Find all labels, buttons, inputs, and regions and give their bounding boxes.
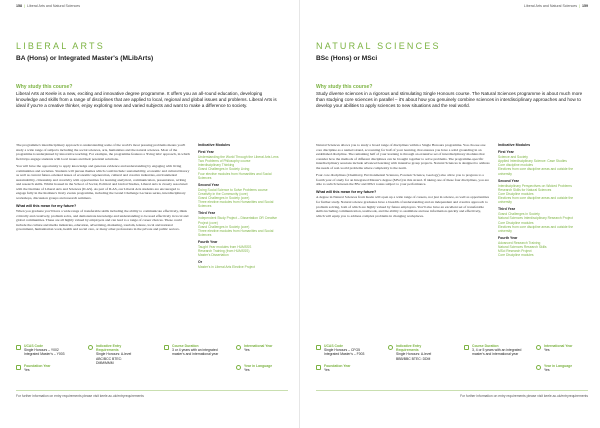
indicative-modules: [198, 143, 280, 269]
fact-value: Yes: [324, 368, 330, 373]
fact-item: [544, 364, 594, 372]
module-item: Advanced Research Training: [498, 240, 541, 245]
fact-value: Yes: [544, 368, 550, 373]
module-list: [198, 155, 280, 180]
indicative-modules: [498, 143, 580, 257]
module-item: Research Training (from HUMSSS): [198, 249, 250, 254]
fact-value: Single Honours – CFG5 Integrated Master's – F003: [324, 348, 365, 357]
section-name: Liberal Arts and Natural Sciences: [523, 4, 578, 8]
module-item: Research Skills for Natural Sciences: [498, 187, 552, 192]
module-item: Grand Challenges in Society: [498, 212, 540, 217]
future-paragraph: When you graduate you'll have a wide range of transferable skills including the ability to communicate effectively, think critically and creatively, problem solve, and demonstrate knowledge and understanding to be used effectively in local and global communities. These are all highly valued by employers and can lead to a range of career choices. These could include the culture and media industries, education, advertising, marketing, tourism, leisure, local and national government, humanitarian work, health and social care, or many other professions in the private and public sectors.: [16, 209, 189, 232]
module-item: Taught Year modules from HUMSSS: [198, 244, 252, 249]
foundation-icon: [316, 365, 321, 370]
future-paragraph: A degree in Natural Sciences from Keele will open up a wide range of careers, not just in science, as well as opportunities for further study. Natural science graduates have a breadth of understanding and an independent and creative approach to problem solving, both of which are highly valued by future employers. You'll also have an excellent set of transferable skills including communication, teamwork, and the ability to assimilate and use information quickly and effectively, which will equip you to address complex problems in changing workplaces.: [316, 195, 489, 218]
module-item: Three elective modules from Humanities and Social Sciences: [198, 228, 274, 237]
body-paragraph: The programme's interdisciplinary approach to understanding some of the world's most pressing problems means you'll study a wide range of subjects including the social sciences, arts, humanities and the natural sciences. Most of the programme is underpinned by innovative teaching. For example, the programme features a 'living labs' approach, in which field trips engage students with local issues and their potential solutions.: [16, 143, 190, 161]
future-heading: What will this mean for my future?: [16, 203, 77, 208]
module-year-heading: Third Year: [198, 211, 216, 216]
fact-label: UCAS Code: [324, 344, 344, 348]
module-year-heading: Third Year: [498, 207, 516, 212]
footer-rule: [316, 390, 588, 391]
module-year-heading: Second Year: [498, 178, 519, 183]
module-year-heading: Fourth Year: [498, 235, 518, 240]
module-list: [498, 241, 580, 257]
course-facts: [16, 344, 288, 380]
fact-item: [324, 344, 368, 357]
body-paragraph: Four core disciplines (Chemistry, Environmental Sciences, Forensic Science, Geology) also allow you to progress to a fourth year of study for an Integrated Master's degree (MSci) in this strand. If taking one of these four disciplines, you are able to switch between the BSc and MSci routes subject to your performance.: [316, 173, 489, 187]
module-list: [198, 216, 280, 236]
fact-value: 3, 4 or 5 years with an integrated master's and international year: [472, 348, 522, 357]
module-item: Understanding the World Through the Liberal Arts Lens: [198, 155, 279, 160]
module-item: Core discipline modules: [498, 163, 534, 168]
module-item: Grand Challenges in Society Living: [198, 167, 250, 172]
module-item: Electives from core discipline areas and outside the university: [498, 196, 574, 205]
ucas-icon: [316, 345, 321, 350]
future-heading: What will this mean for my future?: [316, 189, 377, 194]
course-title: LIBERAL ARTS: [16, 41, 105, 51]
footer-rule: [16, 390, 288, 391]
module-item: Independent Study Project – Dissertation OR Creative Project (core): [198, 216, 277, 225]
section-name: Liberal Arts and Natural Sciences: [26, 4, 81, 8]
international-icon: [536, 345, 541, 350]
fact-value: Yes: [244, 348, 250, 353]
language-icon: [236, 365, 241, 370]
module-item: Core Discipline modules: [498, 253, 534, 258]
running-header: [524, 4, 588, 8]
module-item: Four elective modules from Humanities and Social Sciences: [198, 171, 272, 180]
module-item: Electives from core discipline areas and outside the university: [498, 167, 574, 176]
why-study-text: Study diverse sciences in a rigorous and stimulating Single Honours course. The Natural Sciences programme is about much more than studying core sciences in parallel – it's about how you genuinely combine sciences in interdisciplinary approaches and how to develop your abilities to apply sciences to new situations and the real world.: [316, 91, 583, 109]
fact-label: Year in Language: [544, 364, 573, 368]
fact-item: [24, 364, 68, 372]
fact-label: Course Duration: [172, 344, 199, 348]
module-item: Natural Sciences Interdisciplinary Research Project: [498, 216, 573, 221]
fact-label: Year in Language: [244, 364, 273, 368]
module-item: Master's Dissertation: [198, 253, 229, 258]
fact-value: Yes: [244, 368, 250, 373]
why-study-text: Liberal Arts at Keele is a new, exciting and innovative degree programme. It offers you an all-round education, developing knowledge and skills from a range of disciplines that are applied to local, regional and global issues and problems. Liberal Arts is ideal if you're a creative thinker, enjoy exploring new and varied subjects and want to make a difference to society.: [16, 91, 277, 109]
course-award: BA (Hons) or Integrated Master's (MLibArts): [16, 55, 154, 62]
fact-item: [472, 344, 522, 357]
fact-item: [544, 344, 594, 352]
module-list: [498, 212, 580, 232]
module-item: Core Discipline modules: [498, 191, 534, 196]
module-list: [498, 155, 580, 175]
module-item: Interdisciplinary Perspectives on Wicked Problems: [498, 183, 572, 188]
course-title: NATURAL SCIENCES: [316, 41, 441, 51]
fact-value: Single Honours: A-level BBB/BBC BTEC: DDM: [396, 352, 432, 361]
language-icon: [536, 365, 541, 370]
running-header: [16, 4, 80, 8]
module-item: Grand Challenges in Society (core): [198, 224, 250, 229]
modules-heading: Indicative Modules: [498, 143, 531, 147]
fact-value: 3 or 4 years with an integrated master's and international year: [172, 348, 219, 357]
module-item: Science and Society: [498, 155, 528, 160]
module-item: Applied Interdisciplinary Science: Case Studies: [498, 159, 567, 164]
fact-label: UCAS Code: [24, 344, 44, 348]
course-facts: [316, 344, 588, 380]
ucas-icon: [16, 345, 21, 350]
fact-label: Foundation Year: [324, 364, 351, 368]
foundation-icon: [16, 365, 21, 370]
fact-value: Yes: [24, 368, 30, 373]
module-list: [498, 184, 580, 204]
module-item: Doing Social Science to Solve Problems course: [198, 187, 268, 192]
right-page: [300, 0, 600, 428]
fact-label: International Year: [244, 344, 273, 348]
fact-label: Indicative Entry Requirements: [396, 344, 422, 353]
fact-label: Course Duration: [472, 344, 499, 348]
header-divider-icon: |: [24, 4, 25, 8]
module-item: Electives from core discipline areas and outside the university: [498, 224, 574, 233]
module-item: Two Problems of Philosophy course: [198, 159, 251, 164]
fact-item: [172, 344, 222, 357]
module-item: Interdisciplinary Thinking: [198, 163, 235, 168]
module-item: Creativity in the Community (core): [198, 191, 248, 196]
module-list: [198, 265, 280, 269]
course-description: [316, 143, 490, 221]
module-year-heading: First Year: [198, 150, 214, 155]
entry-icon: [388, 345, 393, 350]
footer-note: For further information on entry requirements please visit keele.ac.uk/entryrequirements: [460, 394, 588, 398]
module-item: Three elective modules from Humanities and Social Sciences: [198, 200, 274, 209]
body-paragraph: You will have the opportunity to apply knowledge and generate evidence and understanding by engaging with living communities and societies. Students will pursue themes which could include: sustainability, economic and cultural history as well as current future-oriented issues of economic regeneration, cultural and creative industries, environmental sustainability, citizenship and creativity with opportunities for learning analytical, communication, presentation, writing and research skills. Whilst housed in the School of Social, Political and Global Studies, Liberal Arts is closely associated with the Institute of Liberal Arts and Sciences (ILAS). As part of ILAS, our Liberal Arts students are encouraged to engage fully in the Institute's lively events programme, including the Grand Challenge Lectures series, interdisciplinary workshops, discussion groups and research seminars.: [16, 164, 190, 201]
fact-item: [324, 364, 368, 372]
fact-item: [24, 344, 68, 357]
module-item: Core Discipline modules: [498, 220, 534, 225]
module-item: Master's in Liberal Arts Elective Project: [198, 265, 255, 270]
module-item: MSci Research Project: [498, 249, 532, 254]
international-icon: [236, 345, 241, 350]
module-year-heading: Or: [198, 260, 203, 265]
modules-heading: Indicative Modules: [198, 143, 231, 147]
duration-icon: [164, 345, 169, 350]
module-list: [198, 188, 280, 208]
header-divider-icon: |: [579, 4, 580, 8]
footer-note: For further information on entry requirements please visit keele.ac.uk/entryrequirements: [16, 394, 144, 398]
fact-label: Foundation Year: [24, 364, 51, 368]
why-study-heading: Why study this course?: [16, 84, 73, 90]
fact-item: [396, 344, 440, 361]
page-number: 159: [582, 4, 588, 8]
module-item: Natural Sciences Research Skills: [498, 244, 547, 249]
course-description: [16, 143, 190, 235]
page-number: 158: [16, 4, 22, 8]
course-award: BSc (Hons) or MSci: [316, 55, 378, 62]
fact-item: [96, 344, 140, 365]
entry-icon: [88, 345, 93, 350]
duration-icon: [464, 345, 469, 350]
fact-label: Indicative Entry Requirements: [96, 344, 122, 353]
fact-item: [244, 344, 294, 352]
fact-label: International Year: [544, 344, 573, 348]
fact-item: [244, 364, 294, 372]
module-year-heading: Fourth Year: [198, 239, 218, 244]
module-year-heading: First Year: [498, 150, 514, 155]
module-year-heading: Second Year: [198, 182, 219, 187]
fact-value: Single Honours: A-level ABC/BCC BTEC: DMM/MMM: [96, 352, 132, 365]
body-paragraph: Natural Sciences allows you to study a broad range of disciplines within a Single Honours programme. You choose one core discipline as a named strand, accounting for half of your learning, that ensures you have a solid grounding in an established discipline. The remaining half of your learning is through an extensive set of interdisciplinary modules that consider how the methods of different disciplines can be brought together to solve problems. The programme-specific interdisciplinary sessions include advanced learning with intensive group projects. Natural Sciences is designed to address the needs of real-world problems where complexity is the norm.: [316, 143, 490, 170]
module-item: Grand Challenges in Society (core): [198, 196, 250, 201]
fact-value: Yes: [544, 348, 550, 353]
module-list: [198, 245, 280, 257]
fact-value: Single Honours – Y002 Integrated Master's – Y003: [24, 348, 65, 357]
why-study-heading: Why study this course?: [316, 84, 373, 90]
